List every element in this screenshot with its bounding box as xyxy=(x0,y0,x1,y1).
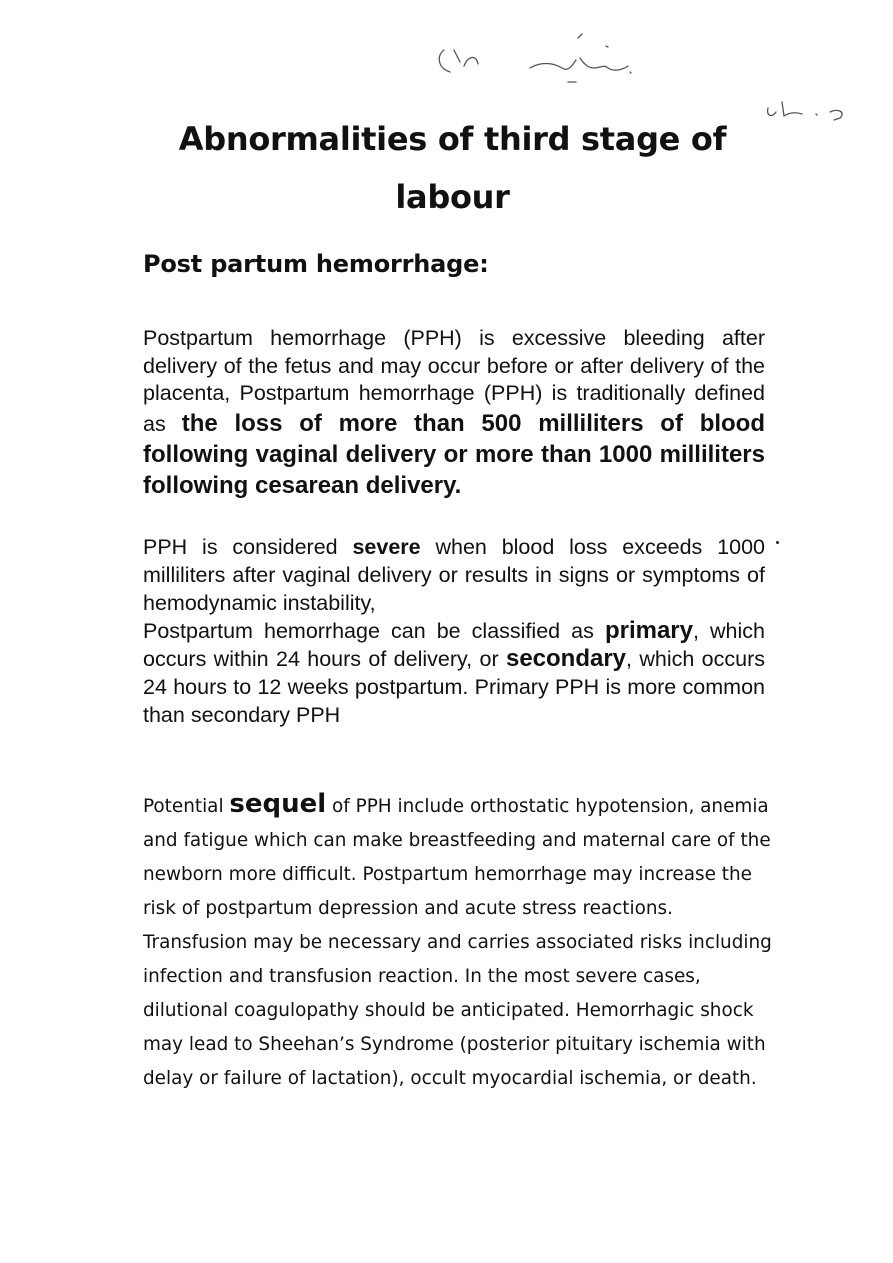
sequel-after: of PPH include orthostatic hypotension, anemia and fatigue which can make breastfeeding and maternal care of the newborn more difficult. Postpartum hemorrhage may increase the risk of postpartum depression and acute stress reactions. Transfusion may be necessary and carries associated risks including infection and transfusion reaction. In the most severe cases, dilutional coagulopathy should be anticipated. Hemorrhagic shock may lead to Sheehan’s Syndrome (posterior pituitary ischemia with delay or failure of lactation), occult myocardial ischemia, or death. xyxy=(143,796,772,1089)
classification-part-1: Postpartum hemorrhage can be classified as xyxy=(143,619,605,643)
primary-keyword: primary xyxy=(604,617,693,644)
sequel-keyword: sequel xyxy=(229,789,327,819)
definition-intro: Postpartum hemorrhage (PPH) is excessive bleeding after delivery of the fetus and may occur before or after delivery of the placenta, Postpartum hemorrhage (PPH) is traditionally defined as xyxy=(143,326,765,436)
classification-part-3: , which occurs 24 hours to 12 weeks postpartum. Primary PPH is more common than secondary PPH xyxy=(143,647,766,727)
section-heading: Post partum hemorrhage: xyxy=(143,250,489,278)
severity-paragraph xyxy=(143,533,765,617)
title-line-2: labour xyxy=(395,178,510,216)
sequel-paragraph xyxy=(143,787,773,1096)
secondary-keyword: secondary xyxy=(505,645,627,672)
classification-part-2: , which occurs within 24 hours of delivery, or xyxy=(143,619,766,671)
title-line-1: Abnormalities of third stage of xyxy=(178,120,727,158)
severity-before: PPH is considered xyxy=(143,535,353,559)
handwritten-annotation-right xyxy=(760,94,855,128)
pph-definition-paragraph xyxy=(143,325,765,501)
handwritten-annotation-top xyxy=(430,28,650,88)
severity-keyword: severe xyxy=(352,535,421,559)
sequel-before: Potential xyxy=(143,796,230,817)
definition-emphasis: the loss of more than 500 milliliters of blood following vaginal delivery or more than 1000 milliliters following cesarean delivery. xyxy=(143,409,765,499)
severity-after: when blood loss exceeds 1000 milliliters after vaginal delivery or results in signs or symptoms of hemodynamic instability, xyxy=(143,535,765,615)
document-title xyxy=(150,110,755,226)
classification-paragraph xyxy=(143,617,765,729)
margin-mark xyxy=(776,541,779,544)
